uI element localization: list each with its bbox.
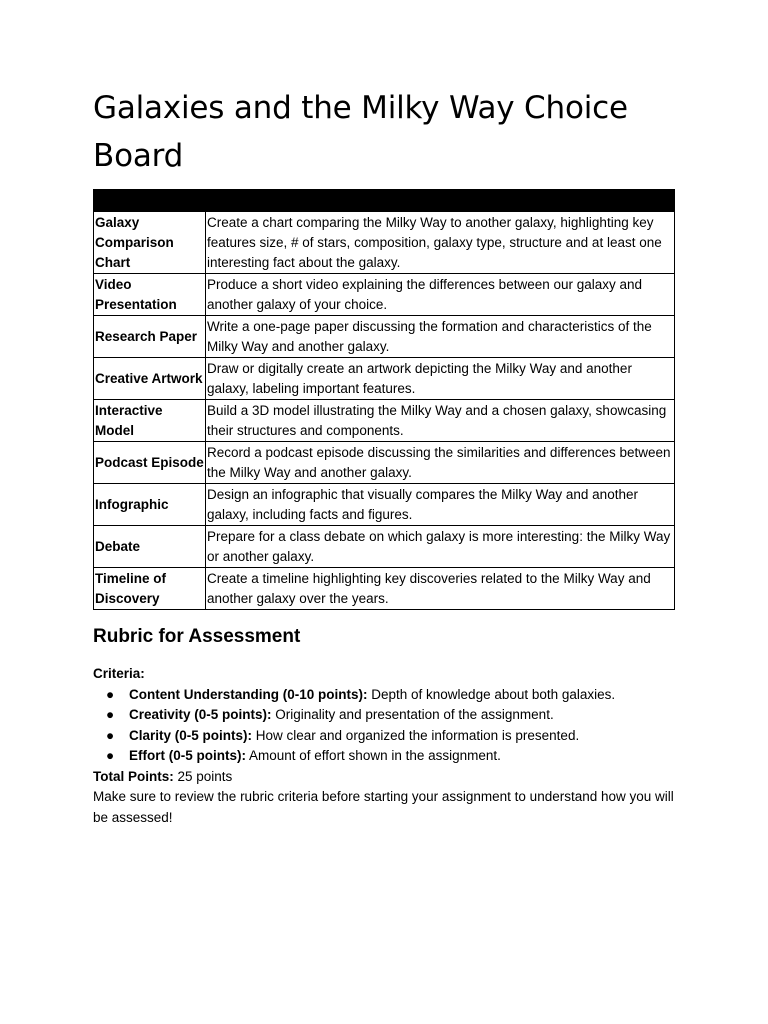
option-description: Draw or digitally create an artwork depicting the Milky Way and another galaxy, labeling important features.: [206, 358, 675, 400]
document-page: [93, 84, 675, 828]
option-description: Build a 3D model illustrating the Milky Way and a chosen galaxy, showcasing their structures and components.: [206, 400, 675, 442]
bullet-icon: ●: [106, 748, 115, 763]
option-description: Produce a short video explaining the differences between our galaxy and another galaxy of your choice.: [206, 274, 675, 316]
option-name: Research Paper: [94, 316, 206, 358]
table-header-row: [94, 190, 675, 212]
option-description: Write a one-page paper discussing the formation and characteristics of the Milky Way and another galaxy.: [206, 316, 675, 358]
option-name: Interactive Model: [94, 400, 206, 442]
total-points-label: Total Points:: [93, 768, 174, 784]
option-description: Design an infographic that visually compares the Milky Way and another galaxy, including facts and figures.: [206, 484, 675, 526]
option-name: Creative Artwork: [94, 358, 206, 400]
total-points: [93, 767, 675, 788]
option-name: Galaxy Comparison Chart: [94, 212, 206, 274]
option-description: Create a timeline highlighting key discoveries related to the Milky Way and another galaxy over the years.: [206, 568, 675, 610]
criteria-list: [93, 685, 675, 767]
criterion-label: Content Understanding (0-10 points):: [129, 686, 368, 702]
table-row: [94, 400, 675, 442]
option-name: Video Presentation: [94, 274, 206, 316]
criterion-label: Creativity (0-5 points):: [129, 707, 272, 722]
criterion-label: Clarity (0-5 points):: [129, 727, 253, 743]
option-description: Create a chart comparing the Milky Way to another galaxy, highlighting key features size, # of stars, composition, galaxy type, structure and at least one interesting fact about the galaxy.: [206, 212, 675, 274]
criterion-text: Amount of effort shown in the assignment.: [246, 748, 501, 763]
list-item: [93, 685, 675, 706]
criterion-text: How clear and organized the information is presented.: [252, 727, 580, 743]
option-description: Prepare for a class debate on which galaxy is more interesting: the Milky Way or another galaxy.: [206, 526, 675, 568]
table-header-cell: [206, 190, 675, 212]
option-name: Infographic: [94, 484, 206, 526]
option-name: Debate: [94, 526, 206, 568]
table-row: [94, 358, 675, 400]
criterion-text: Depth of knowledge about both galaxies.: [367, 686, 616, 702]
table-row: [94, 212, 675, 274]
document-title: Galaxies and the Milky Way Choice Board: [93, 90, 628, 174]
choice-board-table: [93, 189, 675, 610]
table-row: [94, 484, 675, 526]
bullet-icon: ●: [106, 707, 115, 722]
table-row: [94, 568, 675, 610]
table-row: [94, 442, 675, 484]
list-item: [93, 705, 675, 726]
table-header-cell: [94, 190, 206, 212]
table-row: [94, 526, 675, 568]
criteria-label: Criteria:: [93, 666, 145, 681]
total-points-value: 25 points: [173, 768, 233, 784]
criterion-text: Originality and presentation of the assignment.: [271, 707, 554, 722]
option-name: Podcast Episode: [94, 442, 206, 484]
criterion-label: Effort (0-5 points):: [129, 748, 246, 763]
table-row: [94, 274, 675, 316]
option-name: Timeline of Discovery: [94, 568, 206, 610]
list-item: [93, 746, 675, 767]
bullet-icon: ●: [106, 727, 115, 743]
rubric-heading: Rubric for Assessment: [93, 626, 301, 647]
bullet-icon: ●: [106, 686, 115, 702]
table-row: [94, 316, 675, 358]
rubric-note: Make sure to review the rubric criteria before starting your assignment to understand how you will be assessed!: [93, 789, 674, 825]
option-description: Record a podcast episode discussing the similarities and differences between the Milky Way and another galaxy.: [206, 442, 675, 484]
list-item: [93, 726, 675, 747]
